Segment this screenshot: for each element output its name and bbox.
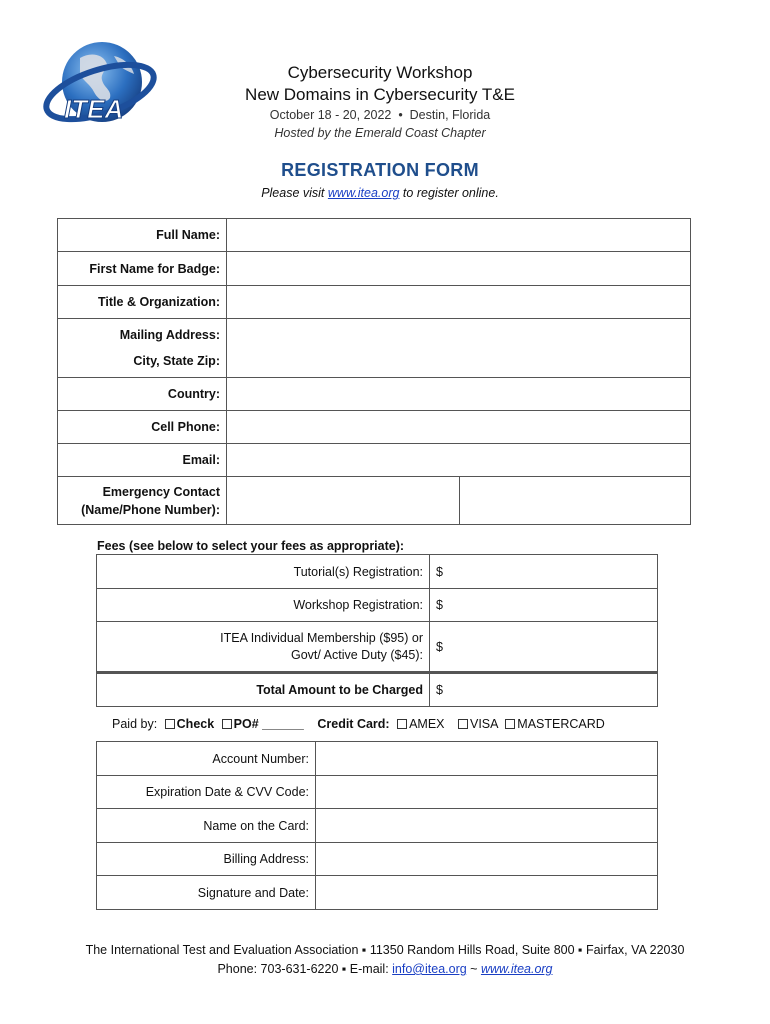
- expiration-field[interactable]: [316, 776, 658, 809]
- footer-sep: ~: [466, 962, 481, 976]
- emergency-name-field[interactable]: [227, 477, 460, 525]
- emergency-phone-field[interactable]: [460, 477, 691, 525]
- table-row: [58, 477, 691, 525]
- credit-card-label: Credit Card:: [317, 717, 390, 731]
- table-row: [97, 589, 658, 622]
- footer-contact: [40, 962, 730, 976]
- membership-label-line2: Govt/ Active Duty ($45):: [291, 647, 423, 662]
- full-name-field[interactable]: [227, 219, 691, 252]
- itea-website-link[interactable]: www.itea.org: [327, 186, 400, 200]
- card-name-field[interactable]: [316, 809, 658, 843]
- footer-phone: Phone: 703-631-6220 ▪ E-mail:: [217, 962, 393, 976]
- table-row: [97, 742, 658, 776]
- paid-by-label: Paid by:: [112, 717, 158, 731]
- po-checkbox[interactable]: [222, 719, 232, 729]
- logo-text: ITEA: [64, 94, 124, 124]
- table-row: [97, 843, 658, 876]
- table-row: [97, 776, 658, 809]
- form-title: REGISTRATION FORM: [281, 160, 479, 180]
- table-row: [97, 809, 658, 843]
- itea-logo: [40, 34, 160, 134]
- table-row: [97, 622, 658, 673]
- table-row: [58, 411, 691, 444]
- email-label: Email:: [58, 444, 227, 477]
- table-row: [58, 252, 691, 286]
- table-row: [58, 444, 691, 477]
- event-title-line2: New Domains in Cybersecurity T&E: [245, 85, 515, 104]
- footer-web-link[interactable]: www.itea.org: [480, 962, 553, 976]
- card-name-label: Name on the Card:: [97, 809, 316, 843]
- membership-label-line1: ITEA Individual Membership ($95) or: [220, 630, 423, 645]
- check-checkbox[interactable]: [165, 719, 175, 729]
- attendee-info-table: [57, 218, 691, 525]
- country-label: Country:: [58, 378, 227, 411]
- hosted-by: Hosted by the Emerald Coast Chapter: [274, 126, 486, 140]
- cell-phone-field[interactable]: [227, 411, 691, 444]
- total-label: Total Amount to be Charged: [97, 673, 430, 707]
- table-row: [58, 378, 691, 411]
- country-field[interactable]: [227, 378, 691, 411]
- amex-label: AMEX: [409, 717, 445, 731]
- footer-address: The International Test and Evaluation Association ▪ 11350 Random Hills Road, Suite 800 ▪ Fairfax, VA 22030: [85, 943, 685, 957]
- table-row: [58, 286, 691, 319]
- table-row: [97, 876, 658, 910]
- account-number-field[interactable]: [316, 742, 658, 776]
- address-field[interactable]: [227, 319, 691, 378]
- mastercard-checkbox[interactable]: [505, 719, 515, 729]
- visit-suffix: to register online.: [399, 186, 499, 200]
- visa-label: VISA: [470, 717, 498, 731]
- table-row: [58, 219, 691, 252]
- billing-address-label: Billing Address:: [97, 843, 316, 876]
- table-row: [97, 555, 658, 589]
- membership-amount[interactable]: $: [430, 622, 658, 673]
- po-label: PO# ______: [233, 717, 304, 731]
- table-row: [58, 319, 691, 378]
- visa-checkbox[interactable]: [458, 719, 468, 729]
- total-amount[interactable]: $: [430, 673, 658, 707]
- event-title-line1: Cybersecurity Workshop: [287, 63, 473, 82]
- workshop-amount[interactable]: $: [430, 589, 658, 622]
- city-state-label: City, State Zip:: [133, 354, 220, 368]
- billing-address-field[interactable]: [316, 843, 658, 876]
- event-title: [160, 62, 600, 106]
- badge-name-label: First Name for Badge:: [58, 252, 227, 286]
- signature-label: Signature and Date:: [97, 876, 316, 910]
- amex-checkbox[interactable]: [397, 719, 407, 729]
- expiration-label: Expiration Date & CVV Code:: [97, 776, 316, 809]
- badge-name-field[interactable]: [227, 252, 691, 286]
- tutorial-label: Tutorial(s) Registration:: [97, 555, 430, 589]
- title-org-field[interactable]: [227, 286, 691, 319]
- table-row: [97, 673, 658, 707]
- emergency-label-line1: Emergency Contact: [102, 484, 220, 499]
- visit-line: [160, 186, 600, 200]
- card-details-table: [96, 741, 658, 910]
- dates-location: October 18 - 20, 2022 • Destin, Florida: [269, 108, 491, 122]
- visit-prefix: Please visit: [261, 186, 328, 200]
- emergency-contact-label: [58, 477, 227, 525]
- mailing-address-label: Mailing Address:: [119, 328, 220, 342]
- signature-field[interactable]: [316, 876, 658, 910]
- fees-heading: Fees (see below to select your fees as appropriate):: [97, 539, 405, 553]
- account-number-label: Account Number:: [97, 742, 316, 776]
- address-labels: [58, 319, 227, 378]
- email-field[interactable]: [227, 444, 691, 477]
- fees-table: [96, 554, 658, 707]
- membership-label: [97, 622, 430, 673]
- footer-email-link[interactable]: info@itea.org: [392, 962, 467, 976]
- event-subtitle: [160, 106, 600, 142]
- mastercard-label: MASTERCARD: [517, 717, 605, 731]
- emergency-label-line2: (Name/Phone Number):: [81, 502, 220, 517]
- workshop-label: Workshop Registration:: [97, 589, 430, 622]
- tutorial-amount[interactable]: $: [430, 555, 658, 589]
- full-name-label: Full Name:: [58, 219, 227, 252]
- check-label: Check: [176, 717, 215, 731]
- title-org-label: Title & Organization:: [58, 286, 227, 319]
- cell-phone-label: Cell Phone:: [58, 411, 227, 444]
- payment-method-row: [112, 717, 605, 731]
